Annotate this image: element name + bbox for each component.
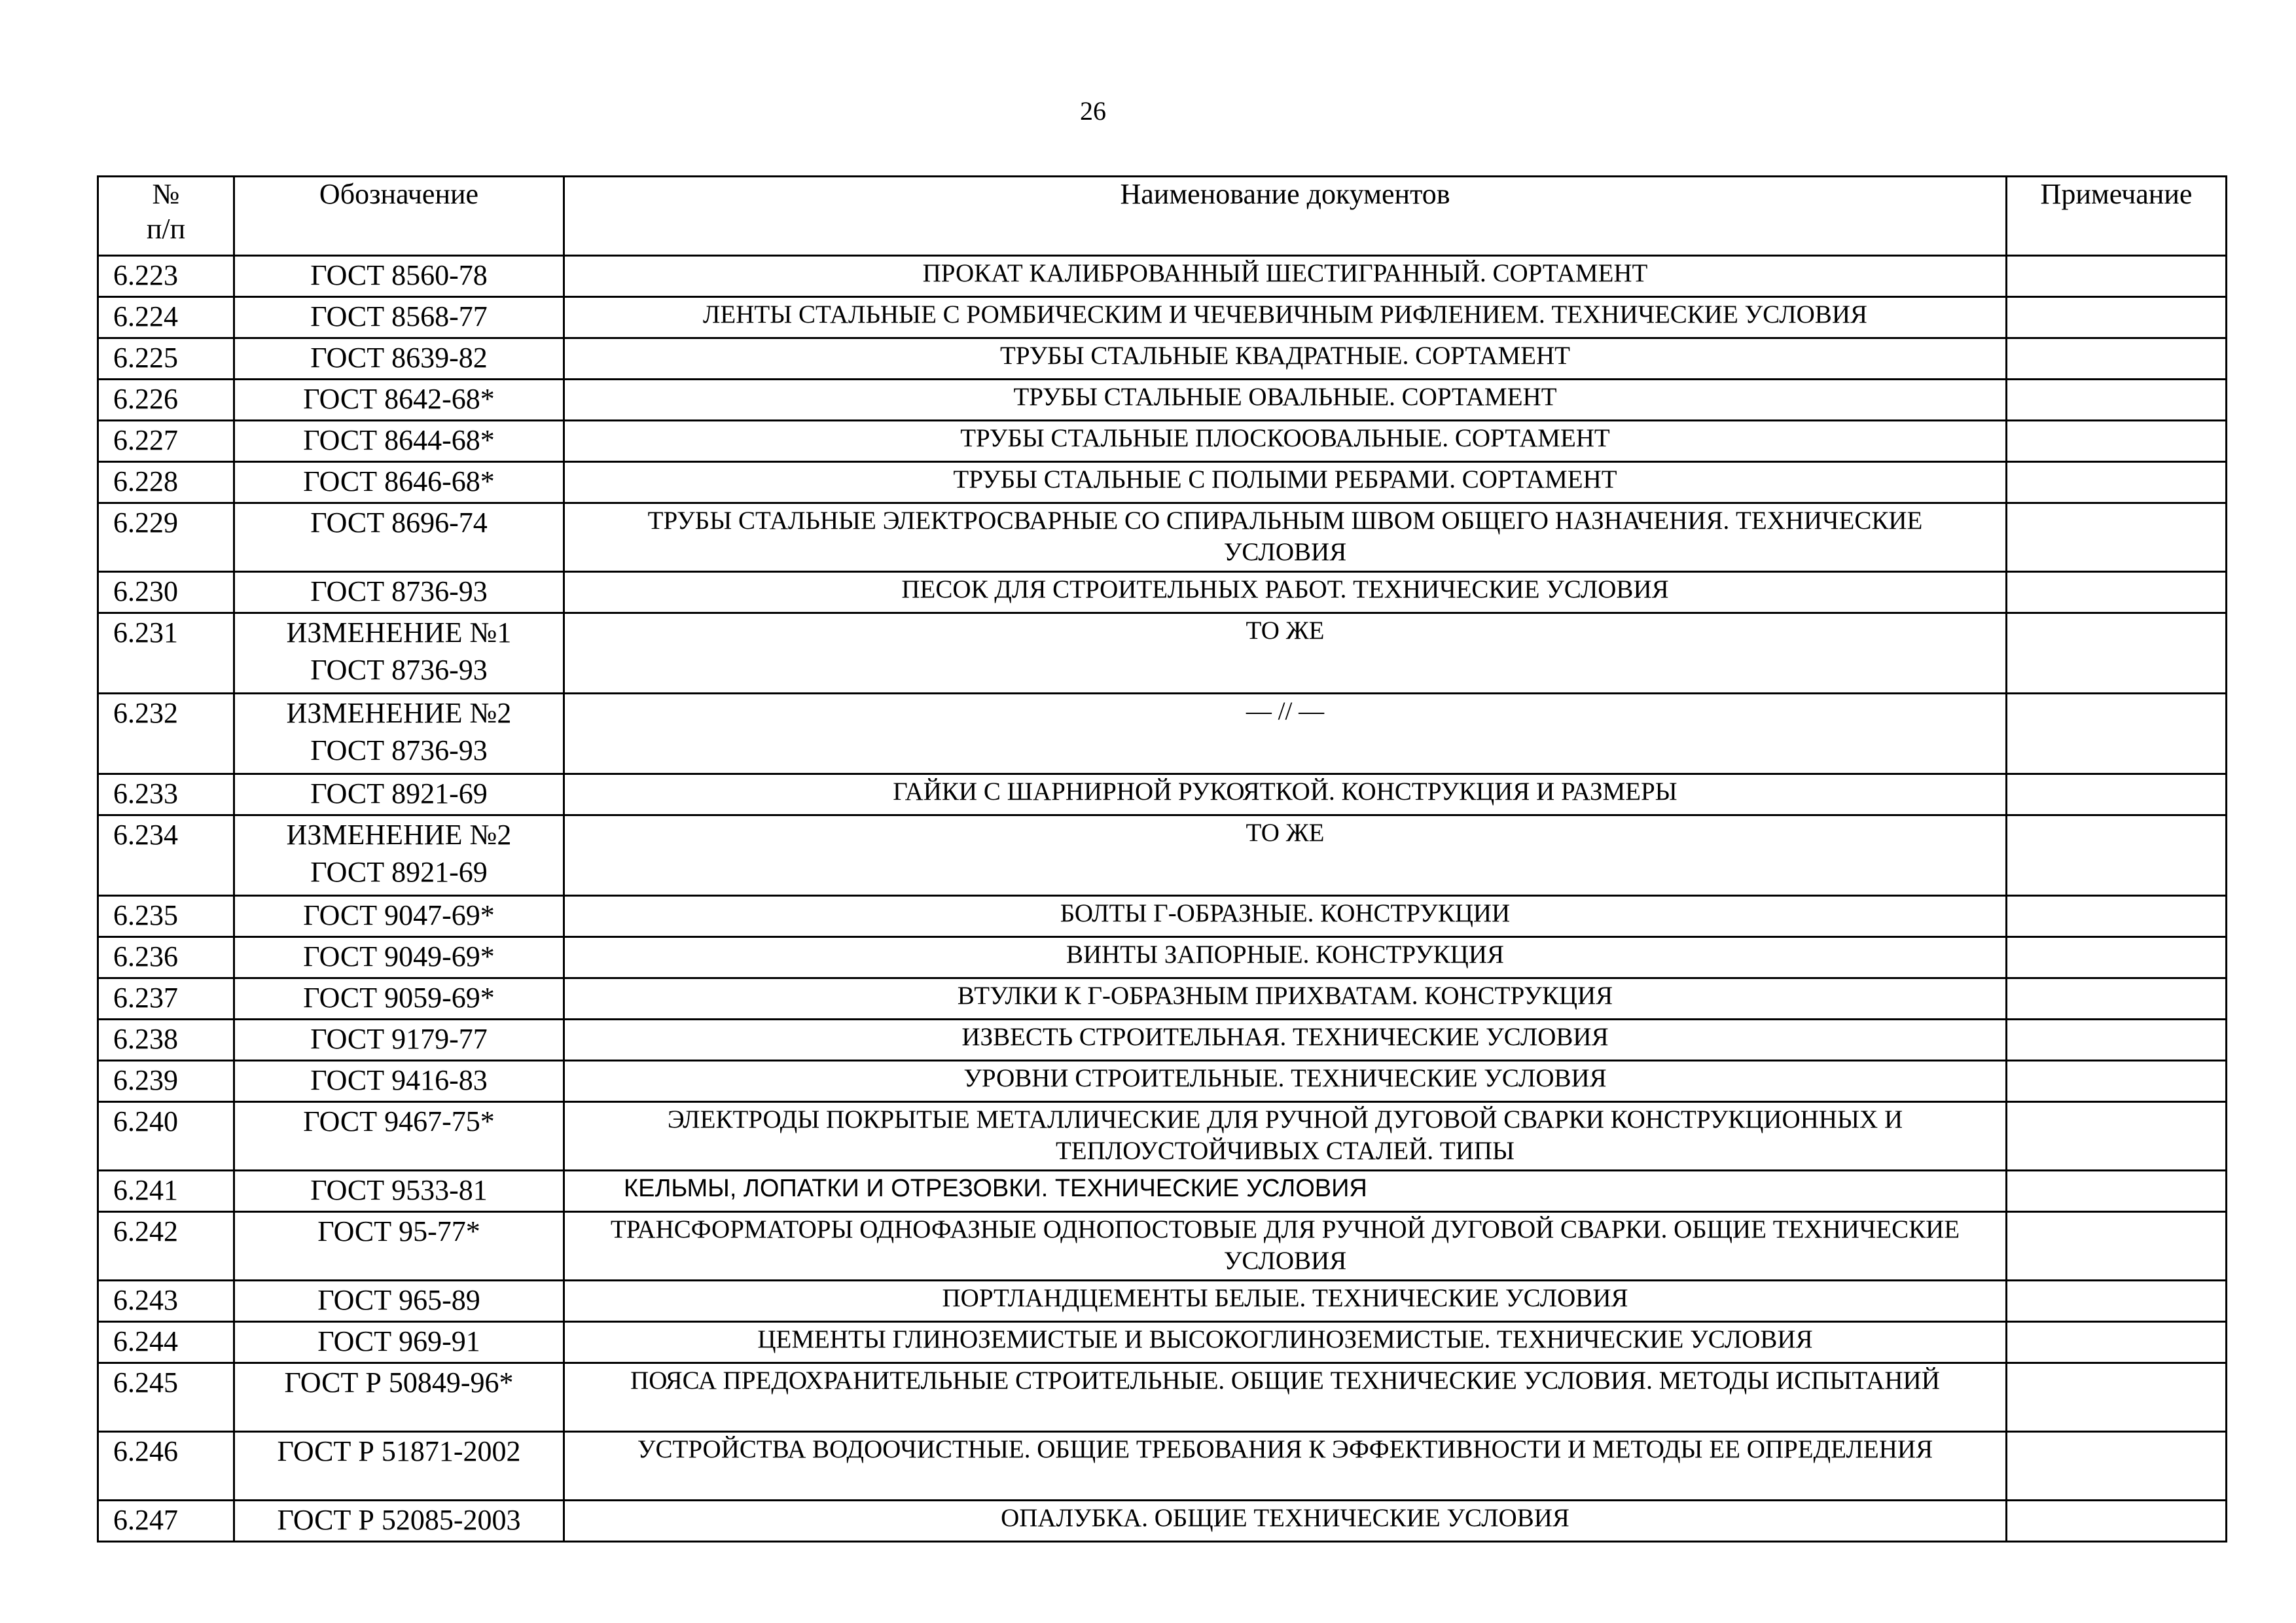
cell-num: 6.233 <box>98 774 234 815</box>
cell-name: ПРОКАТ КАЛИБРОВАННЫЙ ШЕСТИГРАННЫЙ. СОРТАМЕНТ <box>564 256 2007 297</box>
designation-line: ГОСТ 8696-74 <box>310 507 488 539</box>
cell-num: 6.241 <box>98 1171 234 1212</box>
designation-line: ГОСТ 969-91 <box>317 1325 480 1357</box>
cell-designation <box>234 572 564 613</box>
cell-name: ИЗВЕСТЬ СТРОИТЕЛЬНАЯ. ТЕХНИЧЕСКИЕ УСЛОВИЯ <box>564 1020 2007 1061</box>
cell-designation <box>234 503 564 572</box>
cell-note <box>2007 380 2227 421</box>
cell-designation <box>234 1171 564 1212</box>
cell-note <box>2007 1281 2227 1322</box>
cell-note <box>2007 462 2227 503</box>
cell-name: БОЛТЫ Г-ОБРАЗНЫЕ. КОНСТРУКЦИИ <box>564 896 2007 937</box>
designation-line: ГОСТ 8921-69 <box>310 856 488 888</box>
cell-note <box>2007 1432 2227 1501</box>
designation-line: ГОСТ 95-77* <box>317 1215 480 1247</box>
cell-num: 6.242 <box>98 1212 234 1281</box>
designation-line: ГОСТ Р 52085-2003 <box>277 1504 521 1536</box>
table-row <box>98 1171 2227 1212</box>
cell-name: ТРАНСФОРМАТОРЫ ОДНОФАЗНЫЕ ОДНОПОСТОВЫЕ ДЛЯ РУЧНОЙ ДУГОВОЙ СВАРКИ. ОБЩИЕ ТЕХНИЧЕСКИЕ УСЛОВИЯ <box>564 1212 2007 1281</box>
cell-note <box>2007 572 2227 613</box>
table-row <box>98 1432 2227 1501</box>
cell-designation <box>234 1501 564 1542</box>
cell-num: 6.227 <box>98 421 234 462</box>
cell-designation <box>234 421 564 462</box>
designation-line: ГОСТ 8736-93 <box>310 654 488 686</box>
cell-note <box>2007 503 2227 572</box>
designation-line: ГОСТ 965-89 <box>317 1284 480 1316</box>
cell-note <box>2007 1212 2227 1281</box>
cell-num: 6.229 <box>98 503 234 572</box>
cell-name: ТО ЖЕ <box>564 613 2007 694</box>
cell-designation <box>234 338 564 380</box>
table-row <box>98 297 2227 338</box>
cell-num: 6.247 <box>98 1501 234 1542</box>
designation-line: ИЗМЕНЕНИЕ №1 <box>286 616 512 649</box>
table-header-row <box>98 177 2227 256</box>
cell-note <box>2007 937 2227 978</box>
cell-note <box>2007 1102 2227 1171</box>
cell-note <box>2007 896 2227 937</box>
designation-line: ГОСТ 8568-77 <box>310 300 488 332</box>
cell-name: ТРУБЫ СТАЛЬНЫЕ ОВАЛЬНЫЕ. СОРТАМЕНТ <box>564 380 2007 421</box>
cell-designation <box>234 1212 564 1281</box>
cell-designation <box>234 613 564 694</box>
designation-line: ГОСТ 9049-69* <box>303 940 495 972</box>
header-num <box>98 177 234 256</box>
header-num-line1: № <box>152 178 180 210</box>
cell-designation <box>234 462 564 503</box>
cell-designation <box>234 1102 564 1171</box>
table-row <box>98 815 2227 896</box>
cell-num: 6.246 <box>98 1432 234 1501</box>
page-number: 26 <box>1080 96 1106 126</box>
designation-line: ГОСТ 9047-69* <box>303 899 495 931</box>
table-row <box>98 613 2227 694</box>
cell-num: 6.223 <box>98 256 234 297</box>
table-row <box>98 978 2227 1020</box>
cell-designation <box>234 256 564 297</box>
cell-num: 6.231 <box>98 613 234 694</box>
cell-name: ЭЛЕКТРОДЫ ПОКРЫТЫЕ МЕТАЛЛИЧЕСКИЕ ДЛЯ РУЧНОЙ ДУГОВОЙ СВАРКИ КОНСТРУКЦИОННЫХ И ТЕПЛОУСТОЙЧИВЫХ СТАЛЕЙ. ТИПЫ <box>564 1102 2007 1171</box>
table-row <box>98 694 2227 774</box>
cell-designation <box>234 297 564 338</box>
cell-note <box>2007 694 2227 774</box>
designation-line: ГОСТ 9467-75* <box>303 1105 495 1137</box>
cell-note <box>2007 338 2227 380</box>
cell-num: 6.240 <box>98 1102 234 1171</box>
header-note: Примечание <box>2007 177 2227 256</box>
cell-num: 6.238 <box>98 1020 234 1061</box>
designation-line: ГОСТ 8642-68* <box>303 383 495 415</box>
cell-name: УРОВНИ СТРОИТЕЛЬНЫЕ. ТЕХНИЧЕСКИЕ УСЛОВИЯ <box>564 1061 2007 1102</box>
cell-note <box>2007 815 2227 896</box>
documents-table <box>97 175 2227 1543</box>
cell-designation <box>234 694 564 774</box>
cell-name: ТРУБЫ СТАЛЬНЫЕ ЭЛЕКТРОСВАРНЫЕ СО СПИРАЛЬНЫМ ШВОМ ОБЩЕГО НАЗНАЧЕНИЯ. ТЕХНИЧЕСКИЕ УСЛОВИЯ <box>564 503 2007 572</box>
cell-note <box>2007 1501 2227 1542</box>
cell-num: 6.230 <box>98 572 234 613</box>
cell-num: 6.225 <box>98 338 234 380</box>
cell-note <box>2007 1171 2227 1212</box>
header-num-line2: п/п <box>146 212 186 245</box>
designation-line: ГОСТ 8736-93 <box>310 734 488 766</box>
designation-line: ГОСТ Р 50849-96* <box>284 1366 514 1399</box>
cell-designation <box>234 380 564 421</box>
cell-name: ТО ЖЕ <box>564 815 2007 896</box>
cell-note <box>2007 297 2227 338</box>
cell-num: 6.235 <box>98 896 234 937</box>
cell-name: ПОЯСА ПРЕДОХРАНИТЕЛЬНЫЕ СТРОИТЕЛЬНЫЕ. ОБЩИЕ ТЕХНИЧЕСКИЕ УСЛОВИЯ. МЕТОДЫ ИСПЫТАНИЙ <box>564 1363 2007 1432</box>
table-row <box>98 1322 2227 1363</box>
table-row <box>98 256 2227 297</box>
cell-designation <box>234 896 564 937</box>
cell-note <box>2007 1061 2227 1102</box>
cell-name: КЕЛЬМЫ, ЛОПАТКИ И ОТРЕЗОВКИ. ТЕХНИЧЕСКИЕ УСЛОВИЯ <box>564 1171 2007 1212</box>
cell-num: 6.236 <box>98 937 234 978</box>
cell-designation <box>234 1020 564 1061</box>
designation-line: ГОСТ 8736-93 <box>310 575 488 607</box>
cell-name: ВТУЛКИ К Г-ОБРАЗНЫМ ПРИХВАТАМ. КОНСТРУКЦИЯ <box>564 978 2007 1020</box>
cell-num: 6.224 <box>98 297 234 338</box>
cell-name: ОПАЛУБКА. ОБЩИЕ ТЕХНИЧЕСКИЕ УСЛОВИЯ <box>564 1501 2007 1542</box>
designation-line: ГОСТ 9179-77 <box>310 1023 488 1055</box>
table-row <box>98 421 2227 462</box>
table-row <box>98 1501 2227 1542</box>
table-row <box>98 1363 2227 1432</box>
cell-name: ТРУБЫ СТАЛЬНЫЕ ПЛОСКООВАЛЬНЫЕ. СОРТАМЕНТ <box>564 421 2007 462</box>
table-row <box>98 338 2227 380</box>
cell-note <box>2007 256 2227 297</box>
designation-line: ГОСТ 9416-83 <box>310 1064 488 1096</box>
cell-designation <box>234 937 564 978</box>
cell-note <box>2007 1020 2227 1061</box>
table-row <box>98 380 2227 421</box>
designation-line: ГОСТ 8921-69 <box>310 777 488 810</box>
cell-designation <box>234 1281 564 1322</box>
designation-line: ИЗМЕНЕНИЕ №2 <box>286 697 512 729</box>
cell-num: 6.243 <box>98 1281 234 1322</box>
table-row <box>98 462 2227 503</box>
designation-line: ГОСТ 8560-78 <box>310 259 488 291</box>
designation-line: ИЗМЕНЕНИЕ №2 <box>286 819 512 851</box>
cell-name: УСТРОЙСТВА ВОДООЧИСТНЫЕ. ОБЩИЕ ТРЕБОВАНИЯ К ЭФФЕКТИВНОСТИ И МЕТОДЫ ЕЕ ОПРЕДЕЛЕНИЯ <box>564 1432 2007 1501</box>
cell-num: 6.232 <box>98 694 234 774</box>
table-row <box>98 572 2227 613</box>
cell-note <box>2007 421 2227 462</box>
table-row <box>98 1281 2227 1322</box>
cell-name: ТРУБЫ СТАЛЬНЫЕ КВАДРАТНЫЕ. СОРТАМЕНТ <box>564 338 2007 380</box>
cell-num: 6.239 <box>98 1061 234 1102</box>
table-row <box>98 1061 2227 1102</box>
cell-name: ТРУБЫ СТАЛЬНЫЕ С ПОЛЫМИ РЕБРАМИ. СОРТАМЕНТ <box>564 462 2007 503</box>
cell-name: ВИНТЫ ЗАПОРНЫЕ. КОНСТРУКЦИЯ <box>564 937 2007 978</box>
cell-note <box>2007 774 2227 815</box>
cell-name: ГАЙКИ С ШАРНИРНОЙ РУКОЯТКОЙ. КОНСТРУКЦИЯ И РАЗМЕРЫ <box>564 774 2007 815</box>
cell-name: ПЕСОК ДЛЯ СТРОИТЕЛЬНЫХ РАБОТ. ТЕХНИЧЕСКИЕ УСЛОВИЯ <box>564 572 2007 613</box>
cell-name: ПОРТЛАНДЦЕМЕНТЫ БЕЛЫЕ. ТЕХНИЧЕСКИЕ УСЛОВИЯ <box>564 1281 2007 1322</box>
cell-num: 6.244 <box>98 1322 234 1363</box>
cell-name: ЛЕНТЫ СТАЛЬНЫЕ С РОМБИЧЕСКИМ И ЧЕЧЕВИЧНЫМ РИФЛЕНИЕМ. ТЕХНИЧЕСКИЕ УСЛОВИЯ <box>564 297 2007 338</box>
cell-num: 6.226 <box>98 380 234 421</box>
cell-name: ЦЕМЕНТЫ ГЛИНОЗЕМИСТЫЕ И ВЫСОКОГЛИНОЗЕМИСТЫЕ. ТЕХНИЧЕСКИЕ УСЛОВИЯ <box>564 1322 2007 1363</box>
cell-designation <box>234 1322 564 1363</box>
cell-num: 6.234 <box>98 815 234 896</box>
table-row <box>98 1102 2227 1171</box>
cell-designation <box>234 978 564 1020</box>
table-row <box>98 1212 2227 1281</box>
cell-note <box>2007 1363 2227 1432</box>
header-name: Наименование документов <box>564 177 2007 256</box>
designation-line: ГОСТ Р 51871-2002 <box>277 1435 521 1467</box>
table-row <box>98 937 2227 978</box>
designation-line: ГОСТ 9533-81 <box>310 1174 488 1206</box>
table-row <box>98 774 2227 815</box>
designation-line: ГОСТ 9059-69* <box>303 982 495 1014</box>
cell-note <box>2007 978 2227 1020</box>
cell-num: 6.237 <box>98 978 234 1020</box>
cell-num: 6.245 <box>98 1363 234 1432</box>
cell-name: — // — <box>564 694 2007 774</box>
designation-line: ГОСТ 8644-68* <box>303 424 495 456</box>
cell-num: 6.228 <box>98 462 234 503</box>
table-row <box>98 1020 2227 1061</box>
table-row <box>98 896 2227 937</box>
designation-line: ГОСТ 8639-82 <box>310 342 488 374</box>
header-designation: Обозначение <box>234 177 564 256</box>
cell-designation <box>234 815 564 896</box>
designation-line: ГОСТ 8646-68* <box>303 465 495 497</box>
cell-designation <box>234 1432 564 1501</box>
table-row <box>98 503 2227 572</box>
cell-designation <box>234 774 564 815</box>
cell-note <box>2007 1322 2227 1363</box>
cell-note <box>2007 613 2227 694</box>
cell-designation <box>234 1363 564 1432</box>
cell-designation <box>234 1061 564 1102</box>
